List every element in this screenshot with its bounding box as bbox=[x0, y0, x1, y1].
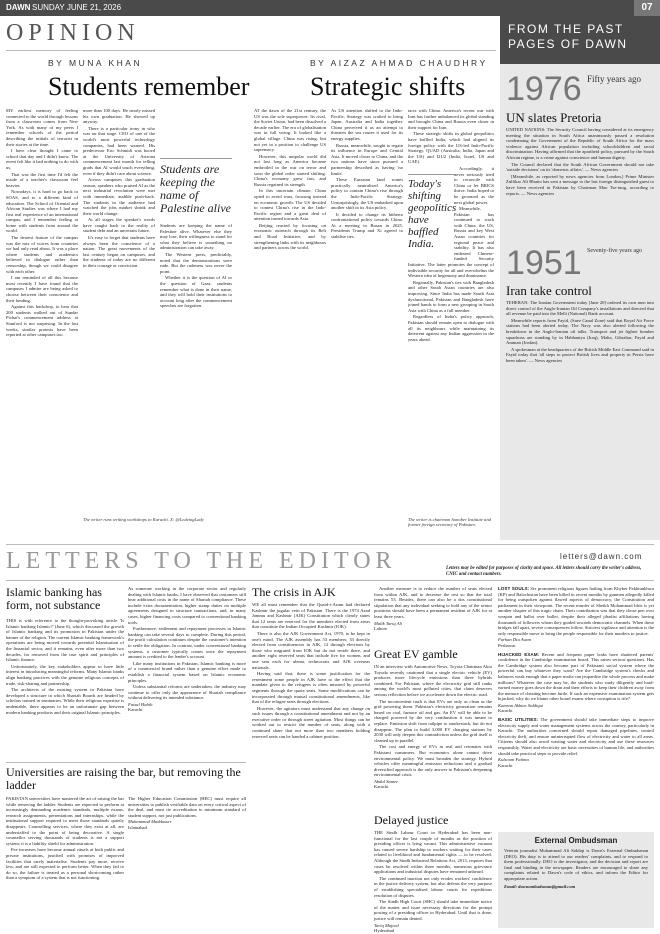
paragraph: The Sindh High Court (SHC) should take immediate notice of the matter and issue necessary directions for the prompt posting of a presiding officer in Hyderabad. Until that is done, justice will remain denied. bbox=[374, 899, 492, 921]
paragraph: Like many institutions in Pakistan, Islamic banking is more of a commercial brand rather than a genuine effort made to establish a financial system based on Islamic economic principles. bbox=[128, 660, 246, 683]
paragraph: Meanwhile, Pakistan has continued to work with China, the US, Russia and key West Asian countries for regional peace and stability. It has also endeared Chinese-funded Security Initiative. The latter promotes the concept of indivisible security for all and overwhelms the Western idea of hegemony and dominance. bbox=[408, 206, 494, 279]
byline-left: BY MUNA KHAN bbox=[48, 58, 143, 68]
article-left-col3 bbox=[160, 108, 232, 518]
paragraph: MY earliest memory of feeling connected to the world through lessons from a classroom comes from New York. As with many of my peers I remember schools of the period describing the initials of terrorist in their stories at the time. bbox=[6, 108, 78, 147]
paragraph: The inconvenient truth is that EVs are only as clean as the grid powering them. Pakistan's electricity generation remains based on coal, furnace oil and gas. An EV will be able to be charged powered by the very combustion it was meant to replace. Emission shift from tailpipe to smokestack, but do not disappear. The plan to build 3,000 EV charging stations by 2030 will only deepen this contradiction unless the grid itself is cleaned up in parallel. bbox=[374, 698, 492, 743]
masthead-bar bbox=[0, 0, 660, 16]
letter-city: Hyderabad bbox=[374, 928, 395, 934]
issue-date: SUNDAY JUNE 21, 2026 bbox=[32, 3, 122, 12]
paragraph: Meanwhile reports from Fayid, (Suez Canal Zone) said that Royal Air Force stations had been alerted today. The Navy was also alerted following the breakdown in the Anglo-Iranian oil talks. Transport and jet fighter bomber squadrons are standing by in Habbaniya (Iraq), Malta, Gibraltar, Fayid and Amman (Jordan). bbox=[506, 317, 654, 346]
letter-city: Islamabad bbox=[128, 824, 147, 830]
paragraph: I am reminded of all this because most recently I have found that the campuses I admire are being asked to choose between their conscience and their funding. bbox=[6, 275, 78, 303]
short-letter bbox=[498, 717, 654, 756]
short-letter bbox=[498, 586, 654, 636]
paragraph: IN an interview with Automotive News, Toyota Chairman Akio Toyoda recently cautioned that a single electric vehicle (EV) produces more lifecycle emissions than three hybrids combined. For Pakistan, where the electricity grid still ranks among the world's most polluted cities, that claim deserves serious reflection before we accelerate down the electric road. bbox=[374, 664, 492, 697]
paragraph: Against this backdrop, to hear that 200 students walked out of Sundar Pichai's commencement address at Stanford is not surprising. In the last weeks, similar protests have been reported at other campuses too. bbox=[6, 304, 78, 338]
article-footer-right: The writer is chairman Sanober Institute and former foreign secretary of Pakistan. bbox=[408, 517, 491, 527]
divider bbox=[6, 762, 246, 763]
paragraph: In this uncertain climate, China opted to avoid wars, focusing instead on economic growth. The US decided to contest China's rise in the Indo-Pacific region and a great deal of attention turned towards Asia. bbox=[254, 188, 326, 222]
paragraph: That was the first time I'd felt the inside of a teacher's classroom feel heavier. bbox=[6, 171, 78, 188]
paragraph: Unless substantial reforms are undertaken, the industry may continue to offer only the appearance of Shariah compliance without delivering its intended substance. bbox=[128, 684, 246, 701]
paragraph: The Council declared that the South African Government should not take 'outside decisions' on its 'domestic affairs'. — News agencies bbox=[506, 161, 654, 173]
section-title-letters: LETTERS TO THE EDITOR bbox=[6, 548, 397, 574]
article-left-col2 bbox=[83, 108, 155, 518]
pull-quote: Students are keeping the name of Palestine alive bbox=[160, 158, 232, 215]
letter-city: Karachi bbox=[498, 708, 513, 714]
paragraph: AT the dawn of the 21st century, the US was the sole superpower. Its rival, the Soviet Union, had been dissolved a decade earlier. The era of globalisation was in full swing. It looked like a global village. China was rising, but not yet in a position to challenge US supremacy. bbox=[254, 108, 326, 153]
paragraph: The continued inaction not only erodes workers' confidence in the justice delivery system, but also defeats the very purpose of establishing specialised labour courts for expeditious resolution of disputes. bbox=[374, 875, 492, 898]
paragraph: Russia, meanwhile, sought to regain its influence in Europe and Central Asia. It moved closer to China, and the two nations have since pursued a partnership described as having 'no limits'. bbox=[331, 142, 403, 176]
page-number: 07 bbox=[634, 0, 660, 16]
letter-signature: Abdul Samee bbox=[374, 778, 399, 784]
article-right-col1 bbox=[254, 108, 326, 518]
letter-universities-col1 bbox=[6, 796, 124, 930]
short-letter-text: The government should take immediate steps to improve electricity supply and water management systems across the country, particularly in Karachi. The authorities concerned should repair damaged pipelines, control electricity theft, and ensure uninterrupted flow of electricity and water to all areas. Citizens should also avoid wasting water and electricity and use these resources responsibly. Water and electricity are basic necessities of human life, and authorities should take practical steps to provide relief. bbox=[498, 717, 654, 756]
letter-city: Peshawar bbox=[498, 642, 516, 648]
paragraph: Nowadays, it is hard to go back to SOAS, and to a different kind of education. The School of Oriental and African Studies was where I had my first real experience of an international campus, and I remember feeling at home with students from around the world. bbox=[6, 189, 78, 234]
past-block-1 bbox=[506, 127, 654, 247]
paragraph: As US attention shifted to the Indo-Pacific, Strategy was crafted to bring Japan, Australia and India together. China perceived it as an attempt to threaten the sea routes it used for its energy supplies. bbox=[331, 108, 403, 141]
letter-universities-col2 bbox=[128, 796, 246, 930]
letter-signature: Faisal Habib bbox=[128, 701, 153, 707]
section-title-opinion: OPINION bbox=[6, 20, 140, 46]
short-letter-text: Recent and frequent paper leaks have shattered parents' confidence in the Cambridge examination board. This raises serious questions. Has the Cambridge system also become part of Pakistani social system where the powerful can buy whatever they want? Are the Cambridge system's checks and balances weak enough that a paper mafia can jeopardise the whole process and make millions? Whatever the case may be, the students who study diligently and hard-earned money goes down the drain and their efforts to keep their children away from the menace of cheating become futile. If such an expensive examination system gets hijacked, why do we blame other board exams where corruption is rife? bbox=[498, 651, 654, 702]
ombudsman-text: Veteran journalist Muhammad Ali Siddiqi is Dawn's External Ombudsman (DEO). His duty is to attend to our readers' complaints, and to respond to them professionally. DEO is the investigator, and the decision and report are final and binding in the newspaper. Readers are encouraged to share any complaints related to Dawn's code of ethics, and inform the Editor for appropriate action. bbox=[504, 848, 648, 881]
letter-headline-islamic-banking: Islamic banking has form, not substance bbox=[6, 585, 102, 612]
letter-ev-col bbox=[374, 664, 492, 812]
byline-right: BY AIZAZ AHMAD CHAUDHRY bbox=[310, 58, 488, 68]
short-letter-text: Six prominent religious figures hailing from Khyber Pakhtunkhwa (KP) and Balochistan have been killed in recent months by gunmen allegedly killed for being outspoken against flawed aspects of democracy, the Constitution and parliament in their viewpoint. The recent murder of Sheikh Mohammad Idris is yet another chapter of this tragic chain. Their contribution was that they chose pen over weapon and ballot over bullet, despite their alleged jihadist affiliations having thousands of followers whom they guided towards democratic channels. When these bridges fall apart, severe consequences follow. Strictest vigilance and attention is the only responsible move to bring the people responsible for their murders to justice. bbox=[498, 586, 654, 636]
short-letter bbox=[498, 652, 654, 702]
ombudsman-email: Email: dawnombudsman@gmail.com bbox=[504, 883, 576, 889]
letter-islamic-col2 bbox=[128, 586, 246, 761]
paragraph: The cost and energy of EVs in real and resonates with Pakistani consumers. But economics alone cannot drive environmental policy. We must broaden the strategy. Hybrid vehicles offer meaningful emission reductions and a gradual diversified approach is the only answer to Pakistan's deepening environmental crisis. bbox=[374, 744, 492, 778]
letter-headline-ev: Great EV gamble bbox=[374, 647, 458, 661]
paragraph: THIS is with reference to the thought-provoking article 'Is Islamic banking Islamic?' (June 6), which discussed the growth of Islamic banking and its promotion in Pakistan under the banner of the religion. The current Islamic banking framework's operations are being moved towards potential Islamisation of the financial sector, and it remains, even after more than two decades, far removed from the true spirit and principles of Islamic finance. bbox=[6, 618, 124, 663]
year-1951: 1951 bbox=[506, 244, 582, 282]
paragraph: WE all must remember that the Quaid-i-Azam had declared Kashmir the jugular vein of Pakistan. There is the 1974 Azad Jammu and Kashmir (AJK) Constitution which clearly states that 12 seats are reserved for the members elected from areas that constitute the Indian Occupied Kashmir (IOK). bbox=[252, 602, 370, 630]
divider bbox=[6, 544, 654, 545]
headline-left: Students remember bbox=[48, 72, 250, 101]
short-letter-tag: HIJACKED EXAM: bbox=[498, 651, 540, 657]
paragraph: TEHERAN: The Iranian Government today [June 20] ordered its own men into direct control of the Anglo-Iranian Oil Company's installations and directed that all revenue be paid into the Melli (National) Bank account. bbox=[506, 300, 654, 317]
paragraph: As someone working in the corporate sector and regularly dealing with Islamic banks, I have observed that customers still bear additional costs in the name of Shariah compliance. These include extra documentation, higher stamp duties on multiple agreements designed to structure transactions, and, in many cases, higher financing costs compared to conventional banking tools. bbox=[128, 586, 246, 625]
divider bbox=[6, 580, 654, 581]
letter-headline-ajk: The crisis in AJK bbox=[252, 585, 336, 599]
letter-city: Karachi bbox=[374, 784, 389, 790]
letter-signature: Malik Tariq Ali bbox=[374, 620, 403, 626]
short-letter-tag: LOST SOULS: bbox=[498, 586, 530, 591]
paragraph: However, the agitators must understand that any change on such issues through a constitutional amendment and not by an executive order or through street agitation. Most things can be worked out to restrict the number of seats, along with a continued share that not more than two members holding reserved seats can be handed a cabinet position. bbox=[252, 705, 370, 739]
letter-signature: Farhan Diu Awan bbox=[498, 637, 532, 643]
paragraph: At all stages the speaker's words have caught back to the reality of student debt and an uncertain future. bbox=[83, 217, 155, 234]
paragraph: UNITED NATIONS: The Security Council having considered at its emergency meeting the situation in South Africa unanimously passed a resolution condemning the Government of the Republic of South Africa for the mass violence against African population including schoolchildren and racial discrimination. Having affirmed that the apartheid policy, pursued by the South African regime, is a crime against conscience and human dignity. bbox=[506, 127, 654, 160]
ombudsman-box bbox=[498, 832, 654, 928]
paragraph: [Meanwhile, as reported by news agencies from London,] Prime Minister Zulfikar Ali Bhutto has sent a message to the last foreign distinguished guest to have been received in Pakistan by Chairman Mao Tse-tung, according to reports. — News agencies bbox=[506, 173, 654, 196]
letter-signature: Tariq Majeed bbox=[374, 922, 399, 928]
paragraph: tacts with China. America's recent war with Iran has further unbalanced its global standing and brought China and Russia even closer in their support for Iran. bbox=[408, 108, 494, 130]
letter-headline-justice: Delayed justice bbox=[374, 813, 449, 827]
letter-signature: Kulsoom Fatima bbox=[498, 757, 529, 763]
past-headline-1: UN slates Pretoria bbox=[506, 110, 602, 125]
headline-right: Strategic shifts bbox=[310, 72, 466, 101]
letter-signature: Muhammad Muddasser bbox=[128, 819, 172, 825]
past-block-2 bbox=[506, 300, 654, 535]
letter-city: Lahore bbox=[374, 626, 388, 632]
paragraph: A spokesman at the headquarters of the British Middle East Command said in Fayid today that 'all steps to protect British lives and property in Persia have been taken'. — News agencies bbox=[506, 346, 654, 363]
letter-city: Karachi bbox=[128, 707, 143, 713]
paragraph: Students are keeping the name of Palestine alive. Whatever else they may lose, their willingness to stand for what they believe is something no administration can take away. bbox=[160, 223, 232, 251]
paragraph: However, this unipolar world did not last long as America became embroiled in the war on terror and soon the global order started shifting. China's economy grew fast, and Russia regained its strength. bbox=[254, 153, 326, 187]
paragraph: Having said that, there is some justification for the resentment some people in AJK have to the effect that the mandate given to the refugees is often misused by powerful segments through the quota seats. Some modifications can be incorporated through mutual constitutional amendments, like that of the refugee seats through elections. bbox=[252, 671, 370, 705]
years-ago-label: Fifty years ago bbox=[587, 74, 641, 84]
short-letter-tag: BASIC UTILITIES: bbox=[498, 717, 539, 723]
article-right-col3 bbox=[408, 108, 494, 518]
paragraph: Fee increases have become annual rituals at both public and private institutions, justified with promises of improved facilities that rarely materialise. Students pay more, receive less, and are still expected to perform better. When they fail to do so, the failure is treated as a personal shortcoming rather than a symptom of a system that is not functioning. bbox=[6, 847, 124, 881]
paragraph: Regardless of India's policy approach, Pakistan should remain open to dialogue with all its neighbours while maintaining its deterrent against any Indian aggression in the years ahead. bbox=[408, 314, 494, 342]
paragraph: The architects of the existing system in Pakistan have developed a structure in which Shariah Boards are headed by scholars trained in seminaries. While their religious expertise is undeniable, there appears to be an unfortunate gap between modern banking products and their original Islamic principles. bbox=[6, 687, 124, 715]
paragraph: Beijing reacted by focusing on economic outreach through its Belt and Road Initiative, and by strengthening links with its neighbours and partners across the world. bbox=[254, 222, 326, 251]
letter-signature: Kamran Akhtar Siddiqui bbox=[498, 702, 544, 708]
letter-headline-universities: Universities are raising the bar, but removing the ladder bbox=[6, 765, 241, 792]
paragraph: Regionally, Pakistan's ties with Bangladesh and other South Asian countries are also improving. Since India has made South Asia dysfunctional, Pakistan and Bangladesh have joined hands to form a new grouping in South Asia with China as a full member. bbox=[408, 279, 494, 313]
year-1976: 1976 bbox=[506, 70, 582, 108]
letter-ajk-col1 bbox=[252, 602, 370, 930]
divider bbox=[6, 50, 496, 51]
paragraph: I have clear thought I came to school that day and I didn't know. The event felt like it had nothing to do with us. bbox=[6, 148, 78, 170]
ombudsman-title: External Ombudsman bbox=[534, 836, 618, 845]
letters-email: letters@dawn.com bbox=[560, 552, 643, 561]
letter-justice-col bbox=[374, 830, 492, 934]
paragraph: These Eurasian land routes practically neutralised America's policy to contain China's rise through the Indo-Pacific Strategy. Unsurprisingly, the US embarked upon another shift in its Asia policy. bbox=[331, 177, 403, 211]
paragraph: more than 100 days. He nearly missed his own graduation. He showed up anyway. bbox=[83, 108, 155, 125]
article-right-col2 bbox=[331, 108, 403, 518]
article-footer-left: The writer runs writing workshops in Karachi. X: @LedeingLady bbox=[83, 517, 204, 522]
short-letters-column bbox=[498, 586, 654, 826]
paragraph: The Higher Education Commission (HEC) must require all universities to publish verifiable data on every critical aspect of the deal, and must tie accreditation to minimum standard of student support, not just publications. bbox=[128, 796, 246, 818]
paragraph: THE Sindh Labour Court in Hyderabad has been non-functional for the last couple of months as the position of presiding officer is lying vacant. This administrative vacuum has caused severe hardship to workers waiting for their cases related to livelihood and fundamental rights — to be resolved. Although the Sindh Industrial Relations Act, 2013, requires that cases be resolved within three months, numerous grievance applications and industrial disputes have remained unheard. bbox=[374, 830, 492, 875]
letters-note: Letters may be edited for purposes of clarity and space. All letters should carry the writer's address, CNIC and contact numbers. bbox=[446, 566, 642, 577]
letter-ajk-col2 bbox=[374, 586, 492, 646]
past-pages-header: FROM THE PAST PAGES OF DAWN bbox=[500, 16, 660, 64]
years-ago-label: Seventy-five years ago bbox=[587, 248, 642, 254]
paragraph: Whether it is the question of AI or the question of Gaza, students remember what is done in their name, and they will hold their institutions to account long after the commencement speeches are forgotten. bbox=[160, 275, 232, 309]
paragraph: PAKISTAN universities have mastered the art of raising the bar while removing the ladder. Students are expected to perform at increasingly demanding academic standards, multiple exams, research assignments, presentations and internships, while the institutional support required to meet those standards quietly disappears. Counselling services, where they exist at all, are understaffed to the point of being decorative. A single counsellor serving thousands of students is not a support system; it is a liability shield for administration. bbox=[6, 796, 124, 846]
paragraph: It decided to change its hitherto confrontational policy towards China. At a meeting in Busan in 2025, Presidents Trump and Xi agreed to stabilise ties. bbox=[331, 211, 403, 240]
paragraph: Another measure is to reduce the number of seats elected from within AJK, and to decrease the rest so that the total remains 53. Besides, there can also be a dos constitutional stipulation that any individual seeking to hold any of the senior positions should have been a permanent resident of AJK for at least three years. bbox=[374, 586, 492, 619]
paragraph: The Western press, predictably, noted that the demonstrations were rude. But the rudeness was never the point. bbox=[160, 251, 232, 274]
paragraph: There is a particular irony in who was on that stage. CEO of one of the world's most powerful technology companies, had been warned. His predecessor Eric Schmidt was booed at the University of Arizona commencement last month for telling grads that AI would touch everything, even if they didn't care about science. bbox=[83, 125, 155, 176]
paragraph: Accordingly, it never seriously tried to reconcile with China or let BRICS thrive. India hoped to be groomed as the next global power. bbox=[454, 165, 494, 205]
paragraph: The dearest feature of the campus was the mix of voices from countries we had only read about. It was a place where students and academics believed in dialogue rather than censorship, though we could disagree with each other. bbox=[6, 235, 78, 274]
paragraph: Furthermore, settlement and repayment processes in Islamic banking can take several days to complete. During this period, the profit calculation continues despite the customer's intention to settle the obligation. In contrast, under conventional banking systems, a customer typically comes once the repayment amount is credited to the lender's account. bbox=[128, 626, 246, 660]
paragraph: It's easy to forget that students have always been the conscience of a nation. The great movements of the last century began on campuses, and the students of today are no different in their courage or conviction. bbox=[83, 235, 155, 269]
paragraph: There is also the AJK Government Act, 1970, to be kept in one's mind. The AJK assembly has 53 members; 33 directly elected from constituencies in AJK, 12 through elections by those who migrated from IOK but do not reside there, and another eight reserved seats that include five for women, and one seat each for ulema, technocrats and AJK overseas nationals. bbox=[252, 630, 370, 670]
paper-name: DAWN bbox=[6, 3, 31, 12]
article-left-col1 bbox=[6, 108, 78, 518]
paragraph: Unfortunately, the key stakeholders appear to have little interest in introducing meaningful reforms. Many Islamic banks align banking practices with the genuine religious concepts of trade, risk-sharing and partnership. bbox=[6, 663, 124, 686]
paragraph: Across campuses this graduation season, speakers who praised AI as the next industrial revolution were met with immediate, audible push-back. The students in the audience had watched the jobs market shrink and their world change. bbox=[83, 177, 155, 216]
paragraph: These strategic shifts in global geopolitics have baffled India, which had aligned its foreign policy with the US-led Indo-Pacific Strategy, QUAD (Australia, India, Japan and the US) and I2U2 (India, Israel, US and UAE). bbox=[408, 131, 494, 165]
letter-city: Karachi bbox=[498, 762, 513, 768]
letter-islamic-col1 bbox=[6, 618, 124, 758]
past-headline-2: Iran take control bbox=[506, 283, 592, 298]
pull-quote: Today's shifting geopolitics have baffled India. bbox=[408, 174, 454, 250]
